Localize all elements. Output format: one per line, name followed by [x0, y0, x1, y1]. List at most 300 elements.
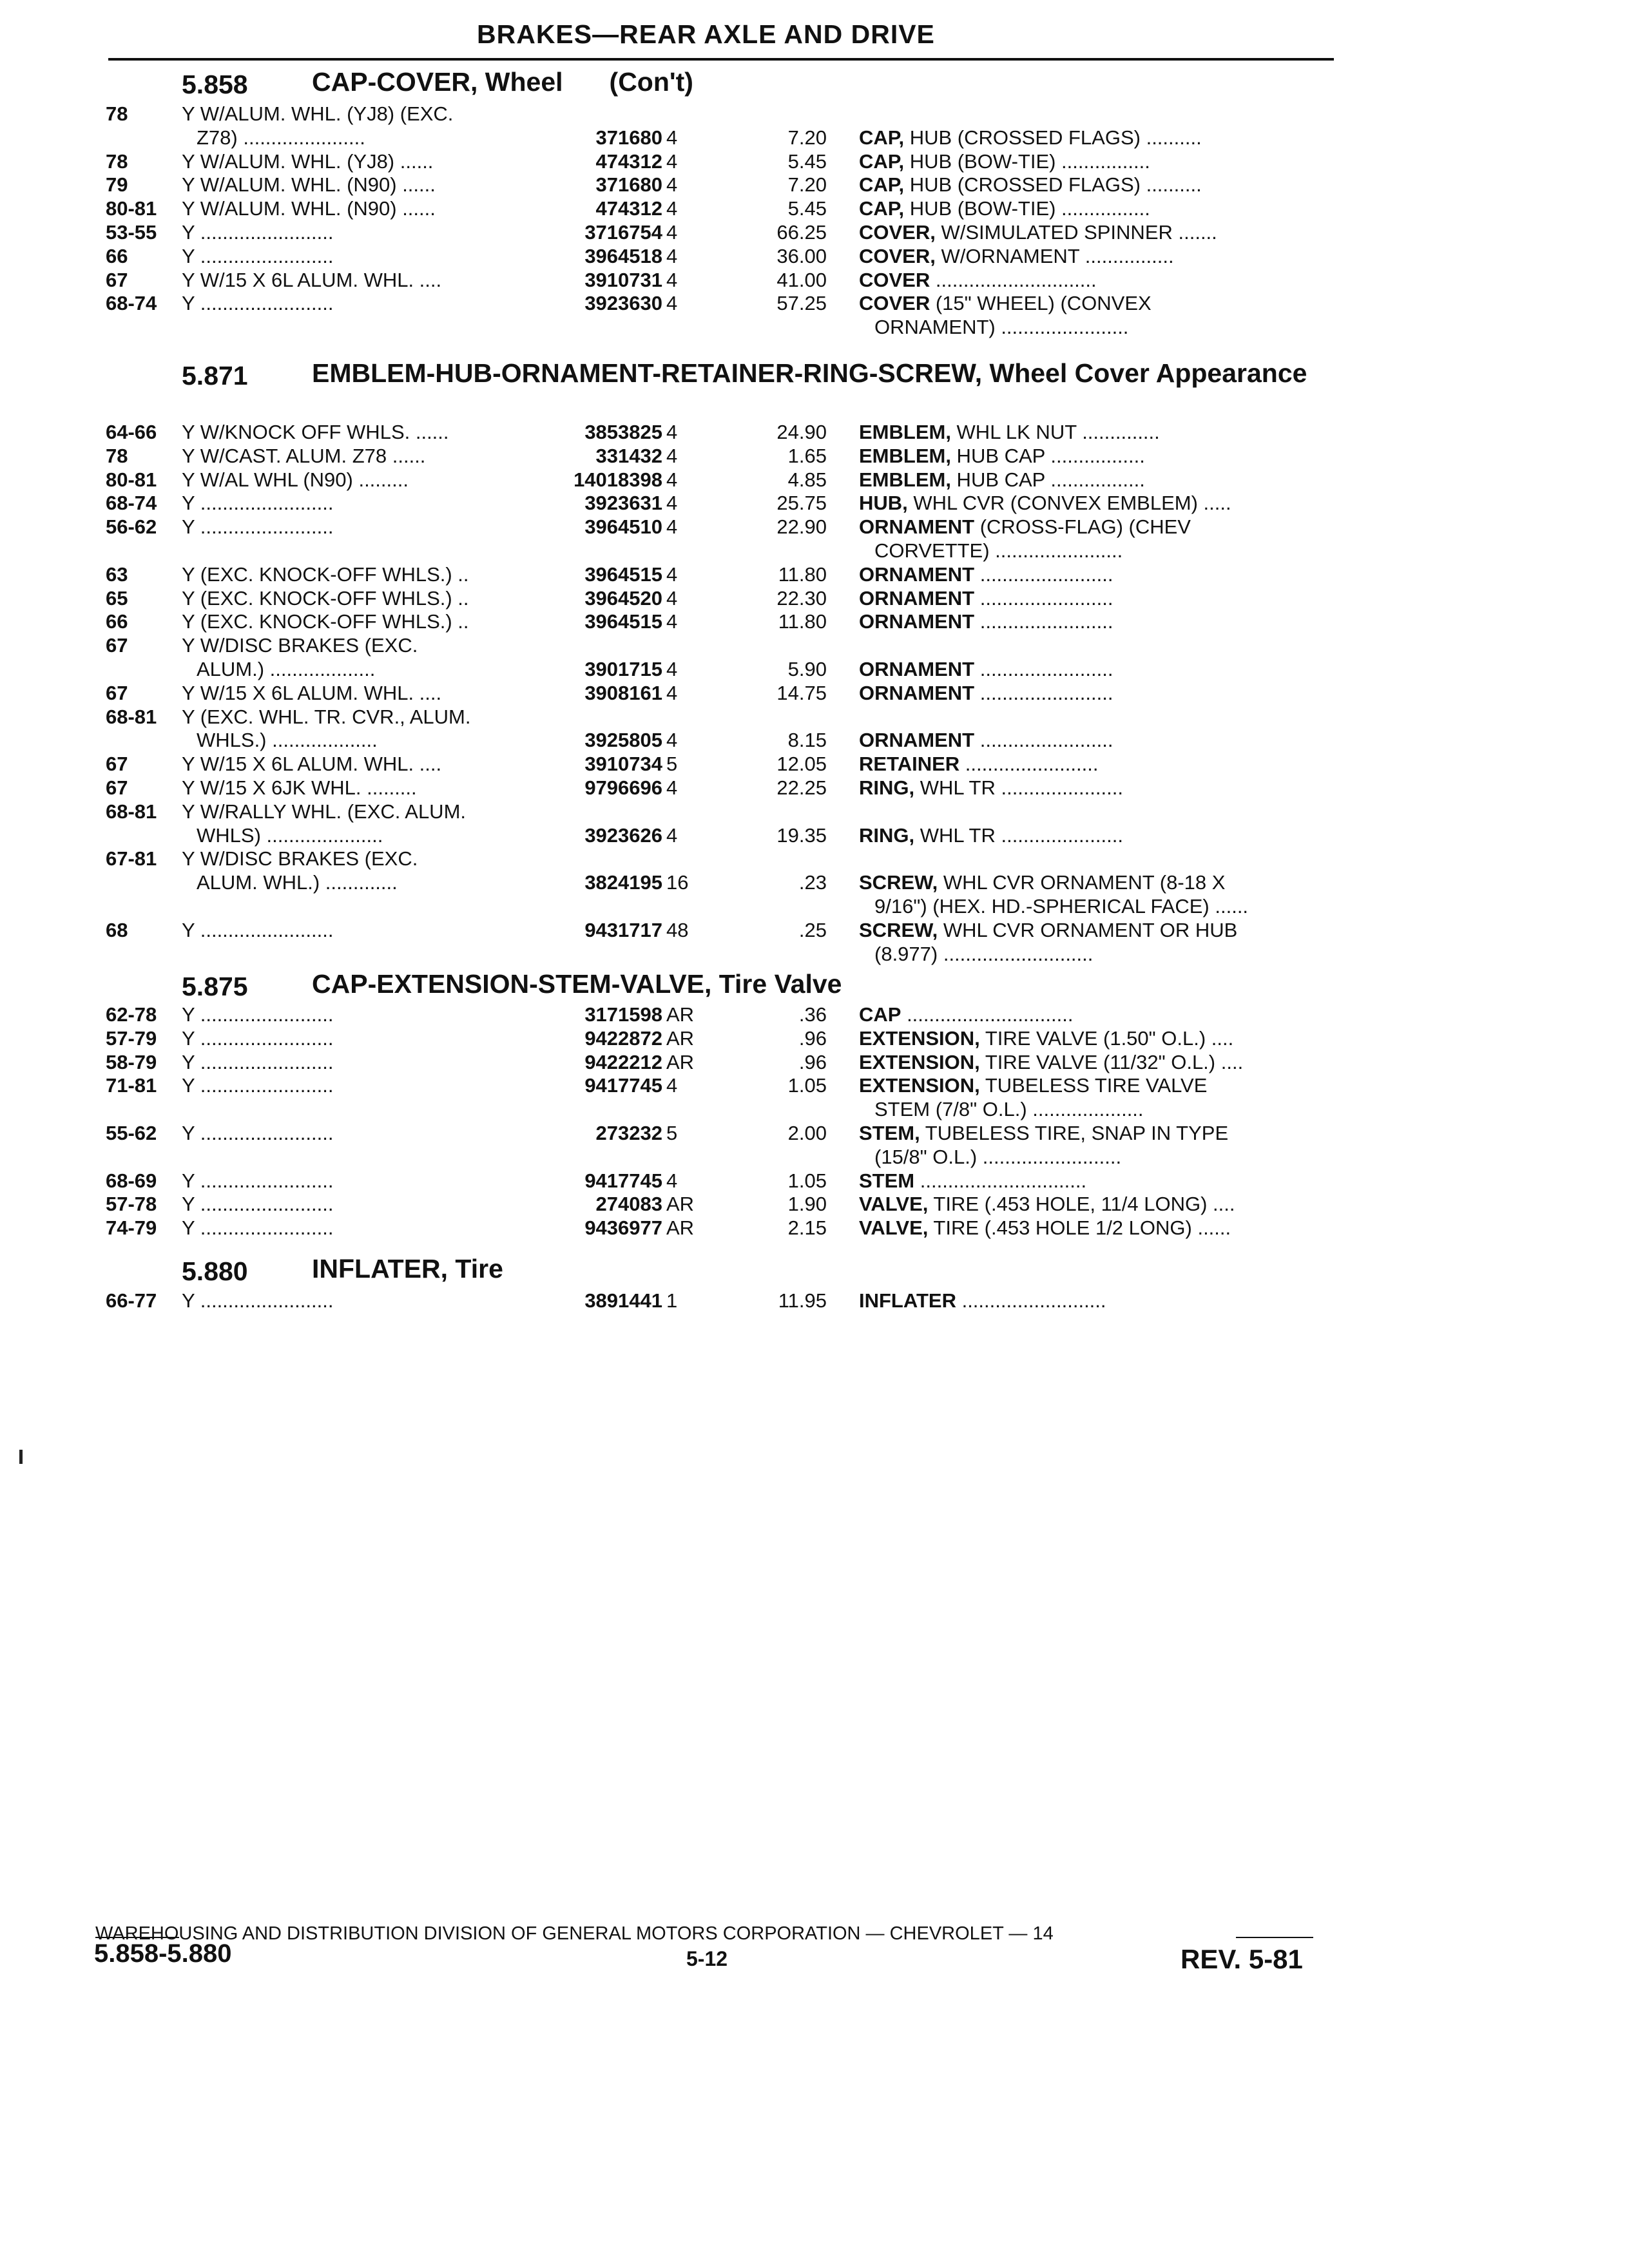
usage-text: Y W/ALUM. WHL. (YJ8) ......	[182, 149, 434, 173]
model-years: 57-79	[106, 1026, 157, 1050]
part-row	[0, 197, 1629, 220]
part-description	[859, 586, 1327, 610]
part-number: 274083	[595, 1193, 662, 1216]
part-description	[874, 1145, 1327, 1169]
quantity: AR	[666, 1026, 695, 1050]
part-detail: .............................	[930, 268, 1097, 291]
quantity: 4	[666, 292, 678, 315]
model-years: 63	[106, 562, 128, 586]
part-description	[859, 562, 1327, 586]
price: 7.20	[787, 173, 827, 197]
part-row	[0, 942, 1629, 966]
part-name: INFLATER	[859, 1289, 956, 1312]
part-description	[859, 220, 1327, 244]
part-row	[0, 823, 1629, 847]
part-number: 273232	[595, 1122, 662, 1144]
price: 36.00	[776, 244, 827, 267]
part-name: EMBLEM,	[859, 444, 951, 467]
part-row	[0, 315, 1629, 339]
part-name: EXTENSION,	[859, 1026, 980, 1050]
quantity: 4	[666, 197, 678, 220]
part-description	[859, 1026, 1327, 1050]
part-number: 14018398	[574, 468, 662, 491]
price: 19.35	[776, 823, 827, 847]
part-row	[0, 1050, 1629, 1074]
price: 1.05	[787, 1074, 827, 1097]
section-number: 5.871	[182, 361, 248, 390]
part-detail: ..........................	[956, 1289, 1106, 1312]
part-description	[859, 918, 1327, 942]
price: 11.80	[778, 610, 827, 633]
part-row	[0, 1121, 1629, 1145]
part-number: 3964518	[584, 244, 662, 267]
price: 12.05	[776, 753, 827, 776]
part-number: 3964515	[584, 562, 662, 586]
usage-text: Y (EXC. KNOCK-OFF WHLS.) ..	[182, 586, 469, 610]
model-years: 64-66	[106, 421, 157, 443]
part-number: 9796696	[584, 776, 662, 799]
model-years: 67	[106, 776, 128, 799]
price: 25.75	[776, 492, 827, 515]
part-name: EMBLEM,	[859, 421, 951, 443]
part-row	[0, 420, 1629, 444]
usage-text: Y ........................	[182, 1216, 334, 1240]
part-description	[859, 1121, 1327, 1145]
part-row	[0, 149, 1629, 173]
usage-text: Y ........................	[182, 1193, 334, 1216]
part-description	[859, 244, 1327, 268]
part-detail: TUBELESS TIRE VALVE	[979, 1074, 1208, 1097]
part-row	[0, 1169, 1629, 1193]
model-years: 68-69	[106, 1169, 157, 1192]
usage-text: Y ........................	[182, 1074, 334, 1097]
model-years: 56-62	[106, 515, 157, 539]
section-number: 5.880	[182, 1256, 248, 1286]
part-detail: ..............................	[914, 1169, 1087, 1192]
part-number: 9436977	[584, 1216, 662, 1240]
usage-text: Y W/15 X 6L ALUM. WHL. ....	[182, 681, 442, 704]
price: 11.95	[778, 1289, 827, 1312]
usage-text: Y W/15 X 6JK WHL. .........	[182, 776, 417, 799]
model-years: 67	[106, 753, 128, 776]
usage-text: Y W/15 X 6L ALUM. WHL. ....	[182, 753, 442, 776]
quantity: 4	[666, 444, 678, 467]
part-row	[0, 1097, 1629, 1121]
part-description	[859, 1050, 1327, 1074]
part-name: EXTENSION,	[859, 1050, 980, 1073]
part-row	[0, 1145, 1629, 1169]
part-detail: TIRE (.453 HOLE 1/2 LONG) ......	[928, 1216, 1231, 1240]
part-number: 3964515	[584, 610, 662, 633]
part-detail: W/ORNAMENT ................	[935, 244, 1174, 267]
price: .36	[798, 1003, 827, 1026]
part-number: 9417745	[584, 1074, 662, 1097]
part-row	[0, 291, 1629, 315]
part-description	[859, 173, 1327, 197]
part-detail: ..............................	[901, 1003, 1074, 1026]
part-number: 3923631	[584, 492, 662, 515]
usage-text: Y W/15 X 6L ALUM. WHL. ....	[182, 268, 442, 291]
part-number: 3910731	[584, 268, 662, 291]
part-detail: TIRE (.453 HOLE, 11/4 LONG) ....	[928, 1193, 1235, 1216]
quantity: 4	[666, 610, 678, 633]
part-description	[859, 657, 1327, 681]
part-detail: ........................	[974, 586, 1113, 610]
usage-text: Y W/ALUM. WHL. (N90) ......	[182, 197, 436, 220]
model-years: 67-81	[106, 847, 157, 870]
price: 14.75	[776, 681, 827, 704]
part-description	[859, 1192, 1327, 1216]
part-description	[859, 291, 1327, 315]
part-detail: WHL CVR (CONVEX EMBLEM) .....	[907, 492, 1231, 515]
part-row	[0, 444, 1629, 468]
part-row	[0, 1026, 1629, 1050]
part-detail: ........................	[974, 610, 1113, 633]
model-years: 66	[106, 244, 128, 267]
price: 11.80	[778, 562, 827, 586]
price: 1.65	[787, 444, 827, 467]
part-description	[859, 1169, 1327, 1193]
part-number: 3923626	[584, 823, 662, 847]
part-description	[859, 1289, 1327, 1312]
usage-text: Y W/KNOCK OFF WHLS. ......	[182, 421, 449, 443]
part-description	[874, 315, 1327, 339]
part-number: 3171598	[584, 1003, 662, 1026]
usage-text: WHLS.) ...................	[197, 729, 378, 752]
quantity: AR	[666, 1050, 695, 1073]
part-name: COVER	[859, 292, 930, 315]
model-years: 67	[106, 681, 128, 704]
model-years: 68	[106, 918, 128, 941]
model-years: 68-81	[106, 800, 157, 823]
part-detail: ORNAMENT) .......................	[874, 316, 1129, 339]
part-detail: WHL LK NUT ..............	[950, 421, 1160, 443]
price: 57.25	[776, 292, 827, 315]
usage-text: Y ........................	[182, 221, 334, 244]
quantity: 4	[666, 1074, 678, 1097]
model-years: 67	[106, 634, 128, 657]
model-years: 62-78	[106, 1003, 157, 1026]
part-description	[859, 444, 1327, 468]
part-detail: TUBELESS TIRE, SNAP IN TYPE	[920, 1122, 1229, 1144]
part-number: 3908161	[584, 681, 662, 704]
price: .25	[798, 918, 827, 941]
part-detail: ........................	[974, 681, 1113, 704]
part-detail: WHL TR ......................	[914, 776, 1123, 799]
usage-text: Y W/AL WHL (N90) .........	[182, 468, 409, 491]
page-header-title: BRAKES—REAR AXLE AND DRIVE	[477, 19, 935, 49]
part-detail: TIRE VALVE (1.50" O.L.) ....	[979, 1026, 1234, 1050]
price: 5.90	[787, 658, 827, 680]
usage-text: Y ........................	[182, 918, 334, 941]
section-title-text: CAP-COVER, Wheel	[312, 67, 563, 97]
part-row	[0, 515, 1629, 539]
part-name: ORNAMENT	[859, 515, 975, 539]
part-name: VALVE,	[859, 1193, 929, 1216]
part-row	[0, 562, 1629, 586]
part-detail: STEM (7/8" O.L.) ....................	[874, 1098, 1144, 1121]
part-name: CAP	[859, 1003, 901, 1026]
part-name: ORNAMENT	[859, 562, 975, 586]
part-description	[859, 1003, 1327, 1026]
usage-text: Y ........................	[182, 1169, 334, 1192]
part-description	[859, 728, 1327, 752]
part-row	[0, 633, 1629, 657]
part-description	[874, 539, 1327, 562]
part-row	[0, 244, 1629, 268]
part-description	[859, 776, 1327, 800]
part-name: STEM,	[859, 1122, 920, 1144]
quantity: 5	[666, 1122, 678, 1144]
section-continued: (Con't)	[609, 67, 693, 97]
part-detail: HUB (CROSSED FLAGS) ..........	[904, 126, 1202, 149]
part-name: CAP,	[859, 173, 905, 197]
model-years: 58-79	[106, 1050, 157, 1073]
usage-text: Y ........................	[182, 1003, 334, 1026]
part-description	[859, 823, 1327, 847]
price: 5.45	[787, 149, 827, 173]
part-number: 371680	[595, 126, 662, 149]
part-name: COVER,	[859, 244, 936, 267]
part-description	[859, 681, 1327, 705]
footer-page-number: 5-12	[686, 1947, 728, 1970]
model-years: 68-81	[106, 705, 157, 728]
part-name: ORNAMENT	[859, 586, 975, 610]
part-name: SCREW,	[859, 918, 938, 941]
part-description	[859, 610, 1327, 633]
part-row	[0, 491, 1629, 515]
model-years: 67	[106, 268, 128, 291]
part-name: HUB,	[859, 492, 908, 515]
part-number: 3891441	[584, 1289, 662, 1312]
part-detail: ........................	[974, 729, 1113, 752]
part-row	[0, 586, 1629, 610]
usage-text: Y ........................	[182, 244, 334, 267]
part-detail: HUB CAP .................	[950, 468, 1145, 491]
part-detail: CORVETTE) .......................	[874, 539, 1123, 562]
usage-text: Y ........................	[182, 492, 334, 515]
quantity: 4	[666, 658, 678, 680]
part-detail: W/SIMULATED SPINNER .......	[935, 221, 1217, 244]
price: 1.90	[787, 1193, 827, 1216]
part-name: RING,	[859, 776, 915, 799]
part-row	[0, 657, 1629, 681]
usage-text: Y (EXC. KNOCK-OFF WHLS.) ..	[182, 562, 469, 586]
part-detail: ........................	[974, 658, 1113, 680]
quantity: 4	[666, 468, 678, 491]
quantity: 4	[666, 173, 678, 197]
part-detail: HUB (BOW-TIE) ................	[904, 197, 1150, 220]
part-row	[0, 681, 1629, 705]
part-row	[0, 728, 1629, 752]
usage-text: Z78) ......................	[197, 126, 365, 149]
part-name: ORNAMENT	[859, 729, 975, 752]
header-rule	[108, 58, 1334, 61]
part-number: 474312	[595, 149, 662, 173]
usage-text: Y W/CAST. ALUM. Z78 ......	[182, 444, 426, 467]
part-name: SCREW,	[859, 871, 938, 894]
usage-text: Y (EXC. KNOCK-OFF WHLS.) ..	[182, 610, 469, 633]
part-name: CAP,	[859, 126, 905, 149]
section-number: 5.875	[182, 972, 248, 1001]
model-years: 68-74	[106, 492, 157, 515]
part-row	[0, 1192, 1629, 1216]
price: 2.00	[787, 1122, 827, 1144]
price: .23	[798, 871, 827, 894]
part-number: 3716754	[584, 221, 662, 244]
part-detail: HUB (CROSSED FLAGS) ..........	[904, 173, 1202, 197]
part-number: 3923630	[584, 292, 662, 315]
part-description	[859, 752, 1327, 776]
quantity: 4	[666, 421, 678, 443]
usage-text: Y ........................	[182, 292, 334, 315]
price: .96	[798, 1026, 827, 1050]
quantity: 4	[666, 776, 678, 799]
part-number: 3824195	[584, 871, 662, 894]
part-detail: ........................	[974, 562, 1113, 586]
quantity: 4	[666, 1169, 678, 1192]
part-row	[0, 1216, 1629, 1240]
quantity: 4	[666, 586, 678, 610]
quantity: 4	[666, 823, 678, 847]
part-description	[859, 491, 1327, 515]
quantity: 48	[666, 918, 689, 941]
quantity: 4	[666, 149, 678, 173]
part-row	[0, 539, 1629, 562]
part-row	[0, 776, 1629, 800]
part-number: 9417745	[584, 1169, 662, 1192]
footer-section-range: 5.858-5.880	[94, 1939, 232, 1968]
part-description	[859, 420, 1327, 444]
part-number: 3964510	[584, 515, 662, 539]
section-title-text: CAP-EXTENSION-STEM-VALVE, Tire Valve	[312, 969, 842, 999]
quantity: 4	[666, 515, 678, 539]
model-years: 71-81	[106, 1074, 157, 1097]
part-description	[859, 149, 1327, 173]
part-name: COVER	[859, 268, 930, 291]
part-detail: (15" WHEEL) (CONVEX	[930, 292, 1152, 315]
part-description	[859, 515, 1327, 539]
part-description	[859, 1073, 1327, 1097]
quantity: 4	[666, 562, 678, 586]
model-years: 66-77	[106, 1289, 157, 1312]
part-name: RING,	[859, 823, 915, 847]
part-row	[0, 752, 1629, 776]
quantity: 4	[666, 244, 678, 267]
part-number: 3964520	[584, 586, 662, 610]
footer-rule-right	[1236, 1937, 1313, 1938]
part-name: VALVE,	[859, 1216, 929, 1240]
usage-text: ALUM. WHL.) .............	[197, 871, 398, 894]
footer-division-line: WAREHOUSING AND DISTRIBUTION DIVISION OF GENERAL MOTORS CORPORATION — CHEVROLET — 14	[95, 1923, 1054, 1944]
part-description	[859, 197, 1327, 220]
model-years: 55-62	[106, 1122, 157, 1144]
part-number: 9422212	[584, 1050, 662, 1073]
part-detail: TIRE VALVE (11/32" O.L.) ....	[979, 1050, 1244, 1073]
part-number: 9431717	[584, 918, 662, 941]
part-name: EXTENSION,	[859, 1074, 980, 1097]
quantity: 4	[666, 492, 678, 515]
part-detail: WHL CVR ORNAMENT (8-18 X	[938, 871, 1226, 894]
part-name: COVER,	[859, 221, 936, 244]
quantity: 4	[666, 268, 678, 291]
part-row	[0, 268, 1629, 292]
part-name: ORNAMENT	[859, 658, 975, 680]
part-row	[0, 918, 1629, 942]
part-number: 3910734	[584, 753, 662, 776]
part-detail: WHL TR ......................	[914, 823, 1123, 847]
model-years: 65	[106, 586, 128, 610]
usage-text: Y (EXC. WHL. TR. CVR., ALUM.	[182, 705, 471, 728]
part-description	[859, 126, 1327, 149]
part-row	[0, 1073, 1629, 1097]
section-title	[312, 969, 1317, 999]
price: 24.90	[776, 421, 827, 443]
price: 66.25	[776, 221, 827, 244]
model-years: 78	[106, 102, 128, 125]
quantity: AR	[666, 1193, 695, 1216]
part-row	[0, 847, 1629, 870]
price: 22.90	[776, 515, 827, 539]
part-description	[859, 268, 1327, 292]
part-number: 474312	[595, 197, 662, 220]
quantity: 4	[666, 126, 678, 149]
part-detail: (8.977) ...........................	[874, 942, 1094, 965]
model-years: 80-81	[106, 468, 157, 491]
part-row	[0, 173, 1629, 197]
model-years: 74-79	[106, 1216, 157, 1240]
part-row	[0, 610, 1629, 633]
model-years: 57-78	[106, 1193, 157, 1216]
part-row	[0, 705, 1629, 729]
quantity: 4	[666, 729, 678, 752]
model-years: 78	[106, 444, 128, 467]
part-number: 9422872	[584, 1026, 662, 1050]
part-row	[0, 102, 1629, 126]
part-name: RETAINER	[859, 753, 960, 776]
part-detail: (CROSS-FLAG) (CHEV	[974, 515, 1191, 539]
price: 5.45	[787, 197, 827, 220]
part-description	[859, 870, 1327, 894]
part-detail: (15/8" O.L.) .........................	[874, 1145, 1122, 1168]
usage-text: WHLS) .....................	[197, 823, 383, 847]
part-name: ORNAMENT	[859, 610, 975, 633]
part-number: 331432	[595, 444, 662, 467]
part-detail: HUB CAP .................	[950, 444, 1145, 467]
section-title-text: EMBLEM-HUB-ORNAMENT-RETAINER-RING-SCREW, Wheel Cover Appearance	[312, 358, 1307, 388]
model-years: 80-81	[106, 197, 157, 220]
usage-text: Y W/DISC BRAKES (EXC.	[182, 847, 418, 870]
part-detail: 9/16") (HEX. HD.-SPHERICAL FACE) ......	[874, 895, 1249, 918]
model-years: 68-74	[106, 292, 157, 315]
usage-text: Y W/ALUM. WHL. (YJ8) (EXC.	[182, 102, 454, 125]
part-name: STEM	[859, 1169, 915, 1192]
usage-text: ALUM.) ...................	[197, 658, 376, 680]
part-number: 3925805	[584, 729, 662, 752]
quantity: AR	[666, 1003, 695, 1026]
price: 8.15	[787, 729, 827, 752]
part-description	[874, 894, 1327, 918]
price: 22.30	[776, 586, 827, 610]
usage-text: Y W/ALUM. WHL. (N90) ......	[182, 173, 436, 197]
part-name: CAP,	[859, 149, 905, 173]
model-years: 78	[106, 149, 128, 173]
usage-text: Y ........................	[182, 1289, 334, 1312]
part-detail: WHL CVR ORNAMENT OR HUB	[938, 918, 1238, 941]
section-title	[312, 358, 1317, 388]
part-description	[874, 1097, 1327, 1121]
section-number: 5.858	[182, 70, 248, 99]
